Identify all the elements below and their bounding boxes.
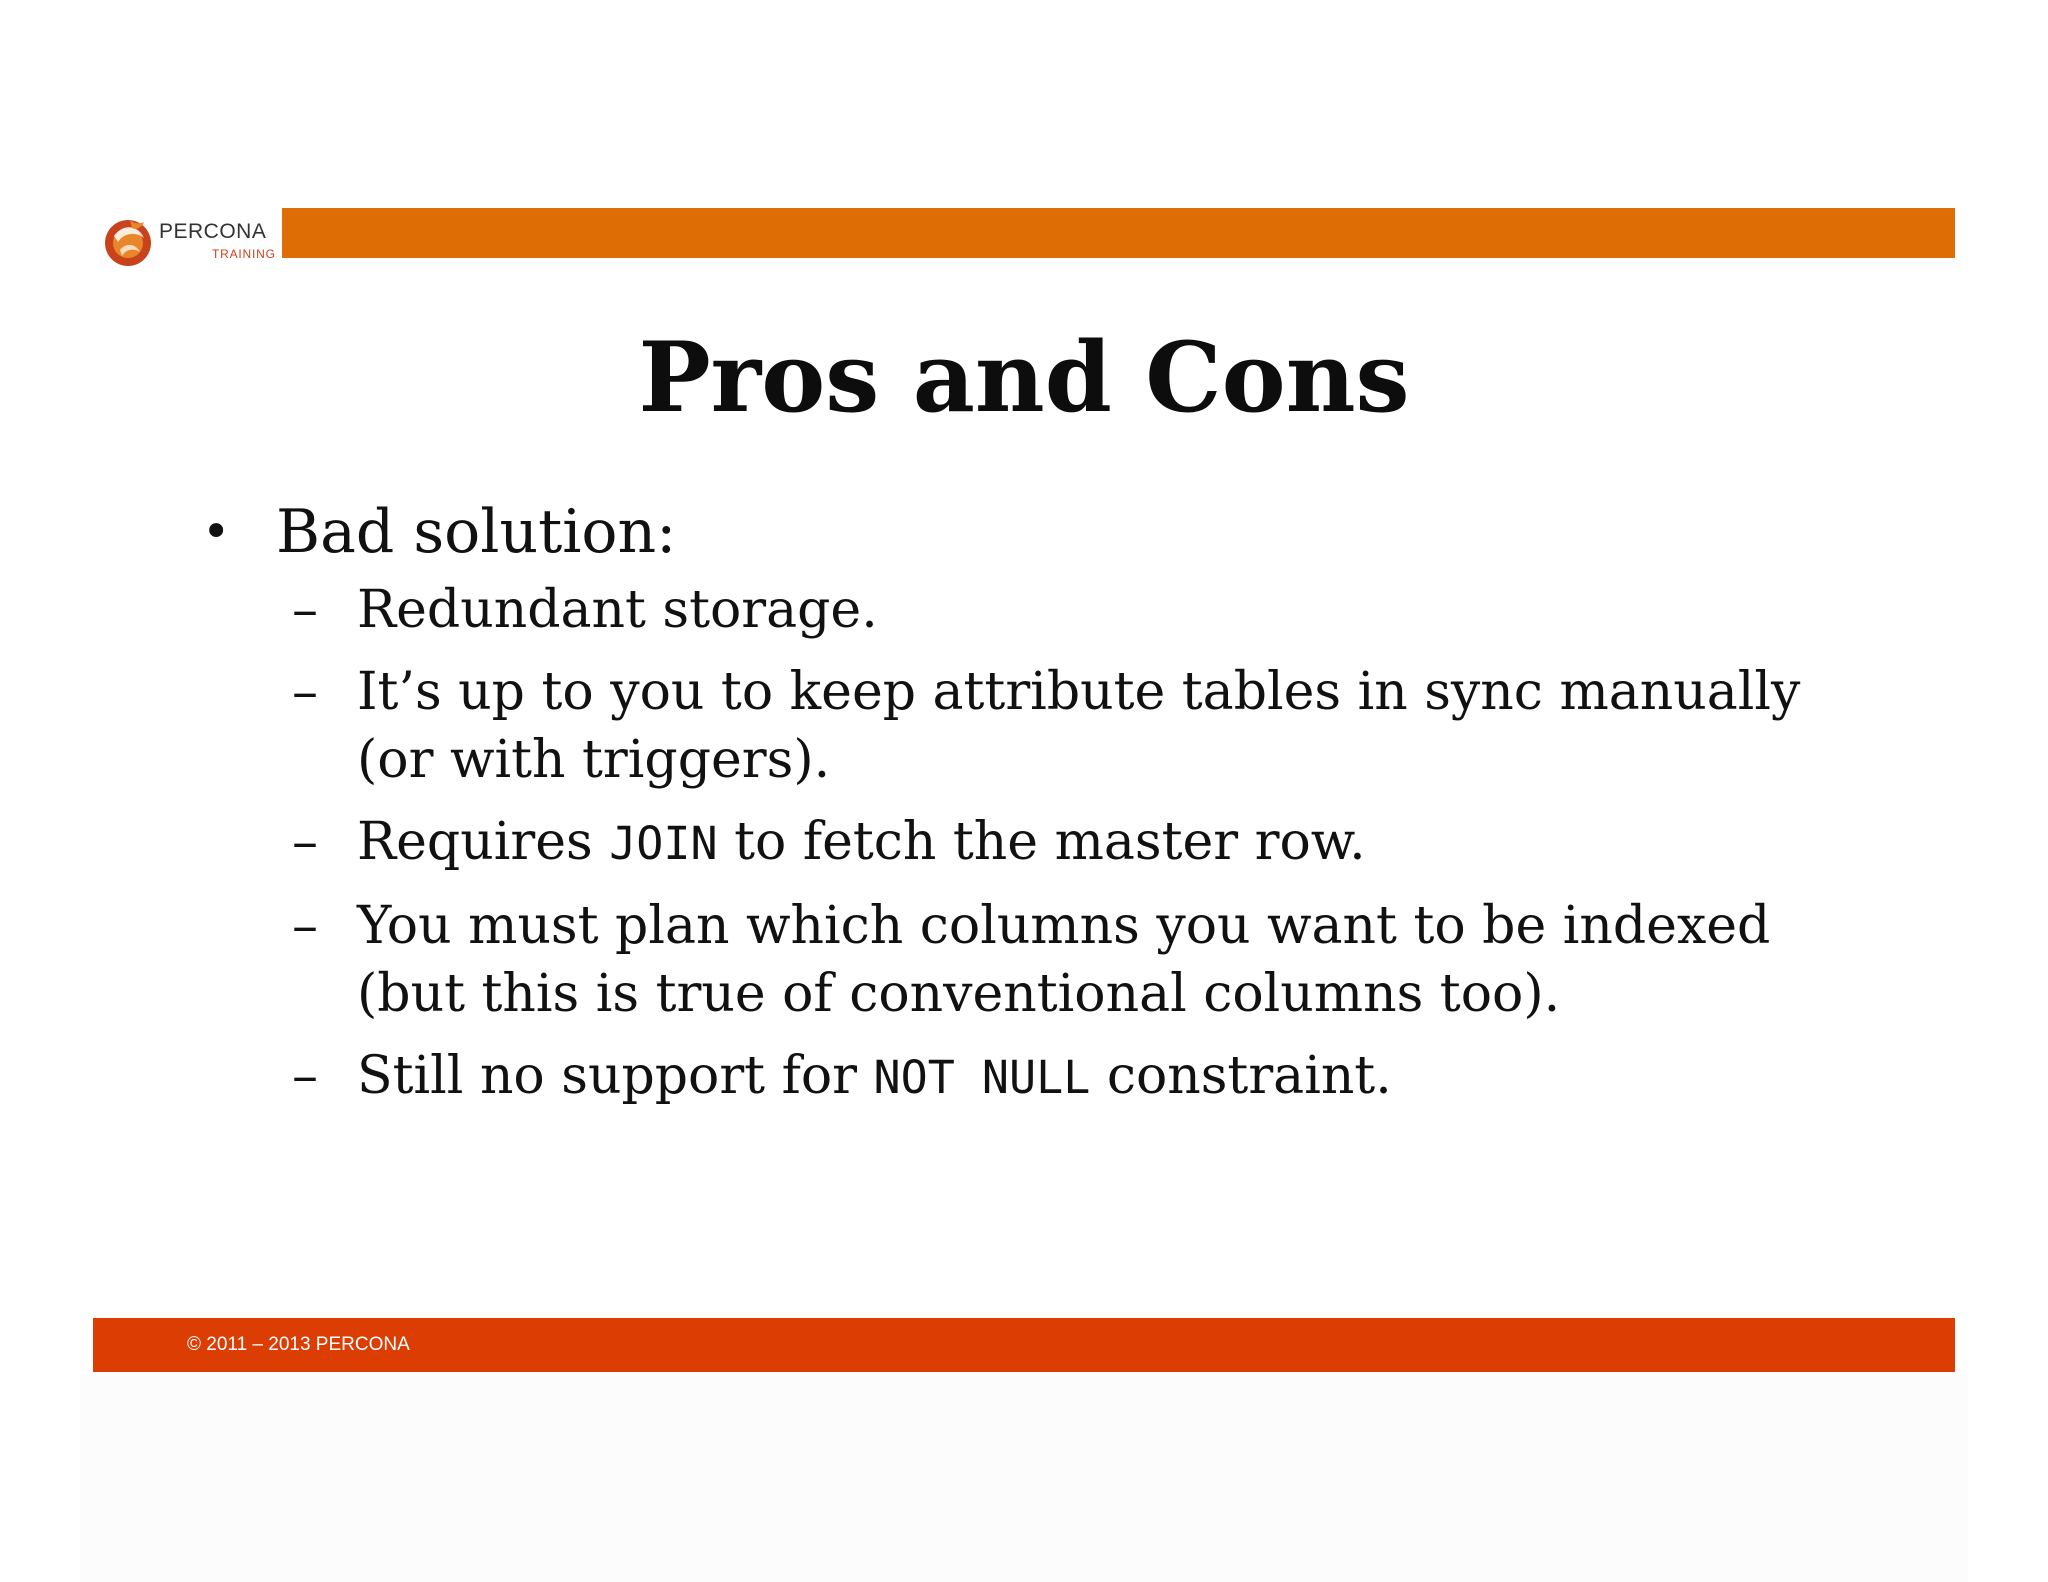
- sub-bullet-text-line-2: (or with triggers).: [357, 730, 831, 790]
- bullet-marker: •: [202, 504, 231, 560]
- sub-bullet-text-line-1: You must plan which columns you want to be indexed: [357, 896, 1771, 956]
- percona-logo: [104, 214, 274, 270]
- dash-marker: –: [292, 580, 318, 640]
- slide-lower-margin: [80, 1375, 1968, 1582]
- sub-bullet-text-line-2: (but this is true of conventional columns too).: [357, 964, 1561, 1024]
- footer-copyright: © 2011 – 2013 PERCONA: [187, 1334, 410, 1355]
- sub-bullet-item: [200, 576, 1840, 644]
- header-bar: [282, 208, 1955, 258]
- percona-logo-icon: [104, 216, 152, 268]
- sub-bullet-text: Redundant storage.: [357, 580, 878, 640]
- sub-bullet-text-after: constraint.: [1090, 1046, 1392, 1106]
- footer-bar: [93, 1318, 1955, 1372]
- sub-bullet-item: [200, 1042, 1840, 1112]
- sub-bullet-text-before: Still no support for: [357, 1046, 874, 1106]
- dash-marker: –: [292, 812, 318, 872]
- sub-bullet-item: [200, 808, 1840, 878]
- code-keyword: JOIN: [609, 817, 718, 870]
- logo-wordmark: PERCONA: [159, 220, 267, 243]
- sub-bullet-text-after: to fetch the master row.: [717, 812, 1366, 872]
- dash-marker: –: [292, 662, 318, 722]
- slide-content: [200, 492, 1840, 1112]
- sub-bullet-item: [200, 892, 1840, 1028]
- bullet-item: [200, 492, 1840, 572]
- slide-title: Pros and Cons: [638, 321, 1410, 434]
- sub-bullet-text-before: Requires: [357, 812, 610, 872]
- bullet-text: Bad solution:: [276, 497, 677, 567]
- dash-marker: –: [292, 1046, 318, 1106]
- sub-bullet-list: [200, 576, 1840, 1112]
- dash-marker: –: [292, 896, 318, 956]
- code-keyword: NOT NULL: [873, 1051, 1091, 1104]
- sub-bullet-text-line-1: It’s up to you to keep attribute tables in sync manually: [357, 662, 1801, 722]
- sub-bullet-item: [200, 658, 1840, 794]
- logo-subtitle: TRAINING: [212, 247, 276, 261]
